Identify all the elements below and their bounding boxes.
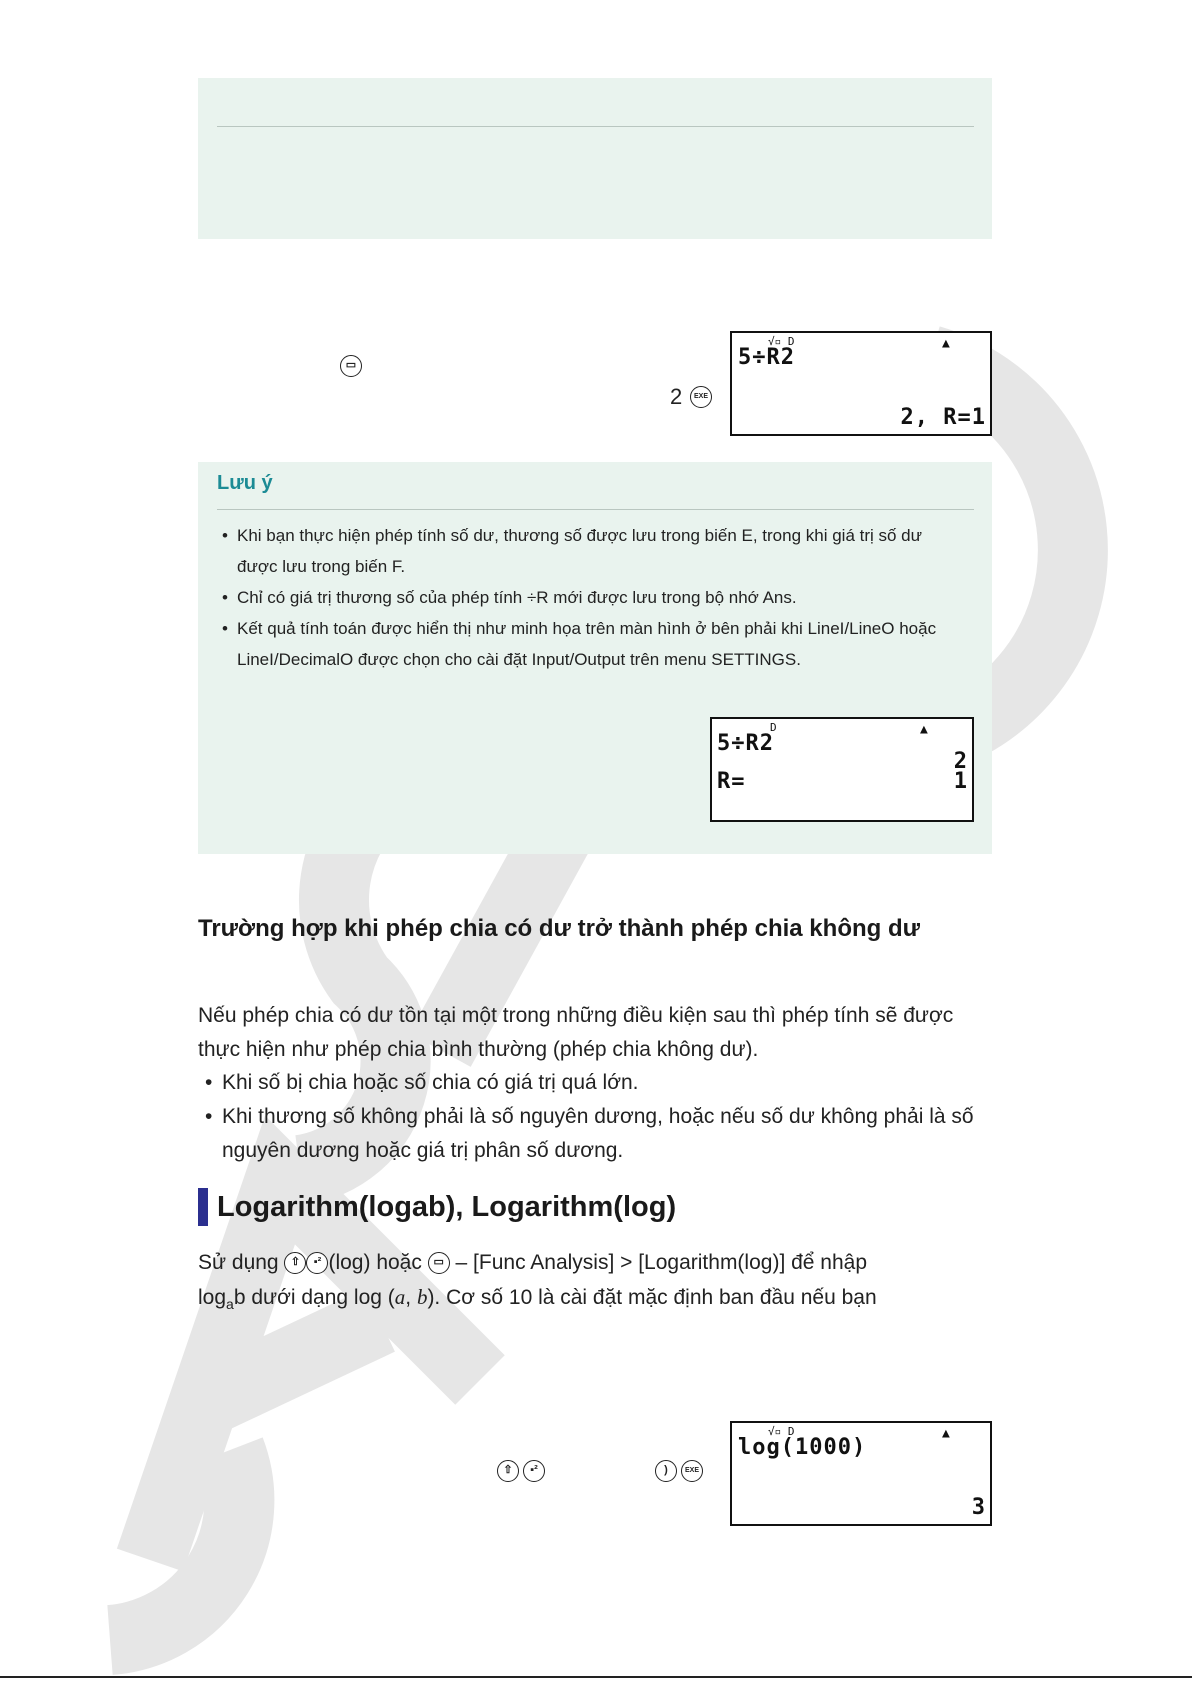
section-intro: Nếu phép chia có dư tồn tại một trong những điều kiện sau thì phép tính sẽ được thực hiện như phép chia bình thường (phép chia không dư). xyxy=(198,1004,954,1061)
variable-b: b xyxy=(416,1285,428,1309)
exe-key-icon: EXE xyxy=(681,1460,703,1482)
digit-key: 2 xyxy=(670,384,683,409)
list-item: • Kết quả tính toán được hiển thị như minh họa trên màn hình ở bên phải khi LineI/LineO hoặc LineI/DecimalO được chọn cho cài đặt Input/Output trên menu SETTINGS. xyxy=(222,613,962,675)
square-key-icon: ▪² xyxy=(306,1252,328,1274)
scroll-up-icon: ▲ xyxy=(942,336,950,351)
section-bullets xyxy=(205,1066,995,1168)
math-indicator-icon: √▫ D xyxy=(768,1425,795,1438)
text-fragment: – [Func Analysis] > [Logarithm(log)] để nhập xyxy=(455,1251,868,1274)
list-item: • Khi bạn thực hiện phép tính số dư, thương số được lưu trong biến E, trong khi giá trị số dư được lưu trong biến F. xyxy=(222,520,962,582)
calculator-screen-2 xyxy=(730,1421,992,1526)
logarithm-paragraph-line1 xyxy=(198,1246,998,1280)
top-note-box xyxy=(198,78,992,239)
text-fragment: log xyxy=(198,1286,227,1309)
screen-result: 3 xyxy=(971,1495,986,1520)
text-fragment: (log) hoặc xyxy=(328,1251,422,1274)
screen-quotient: 2 xyxy=(953,749,968,774)
list-item: • Chỉ có giá trị thương số của phép tính ÷R mới được lưu trong bộ nhớ Ans. xyxy=(222,582,962,613)
catalog-key-icon: ▭ xyxy=(340,355,362,377)
watermark-letter-c xyxy=(110,1450,239,1640)
top-note-divider xyxy=(217,126,974,127)
text-fragment: b dưới dạng log ( xyxy=(233,1286,395,1309)
catalog-key-icon: ▭ xyxy=(428,1252,450,1274)
logarithm-paragraph-line2 xyxy=(198,1280,998,1321)
close-paren-key-icon: ) xyxy=(655,1460,677,1482)
text-fragment: , xyxy=(405,1286,417,1309)
calculator-screen-1 xyxy=(730,331,992,436)
text-fragment: Sử dụng xyxy=(198,1251,279,1274)
section-heading: Trường hợp khi phép chia có dư trở thành phép chia không dư xyxy=(198,915,921,942)
screen-remainder-value: 1 xyxy=(953,769,968,794)
math-indicator-icon: √▫ D xyxy=(768,335,795,348)
screen-remainder-label: R= xyxy=(717,769,746,794)
exe-key-icon: EXE xyxy=(690,386,712,408)
heading-accent-bar xyxy=(198,1188,208,1226)
degree-indicator-icon: D xyxy=(770,721,777,734)
note-list xyxy=(222,520,962,675)
screen-input: log(1000) xyxy=(738,1435,867,1460)
log-base-subscript: a xyxy=(226,1296,234,1313)
page-bottom-rule xyxy=(0,1676,1192,1678)
calculator-screen-note xyxy=(710,717,974,822)
shift-key-icon: ⇧ xyxy=(497,1460,519,1482)
note-title: Lưu ý xyxy=(217,472,273,494)
logarithm-heading: Logarithm(logab), Logarithm(log) xyxy=(217,1191,677,1223)
variable-a: a xyxy=(394,1285,406,1309)
square-key-icon: ▪² xyxy=(523,1460,545,1482)
shift-key-icon: ⇧ xyxy=(284,1252,306,1274)
watermark-letter-a xyxy=(150,1180,480,1560)
text-fragment: ). Cơ số 10 là cài đặt mặc định ban đầu nếu bạn xyxy=(427,1286,877,1309)
list-item: • Khi thương số không phải là số nguyên dương, hoặc nếu số dư không phải là số nguyên dương hoặc giá trị phân số dương. xyxy=(205,1100,995,1168)
screen-input: 5÷R2 xyxy=(717,731,774,756)
scroll-up-icon: ▲ xyxy=(920,722,928,737)
note-divider xyxy=(217,509,974,510)
screen-input: 5÷R2 xyxy=(738,345,795,370)
list-item: • Khi số bị chia hoặc số chia có giá trị quá lớn. xyxy=(205,1066,995,1100)
scroll-up-icon: ▲ xyxy=(942,1426,950,1441)
screen-result: 2, R=1 xyxy=(900,405,986,430)
